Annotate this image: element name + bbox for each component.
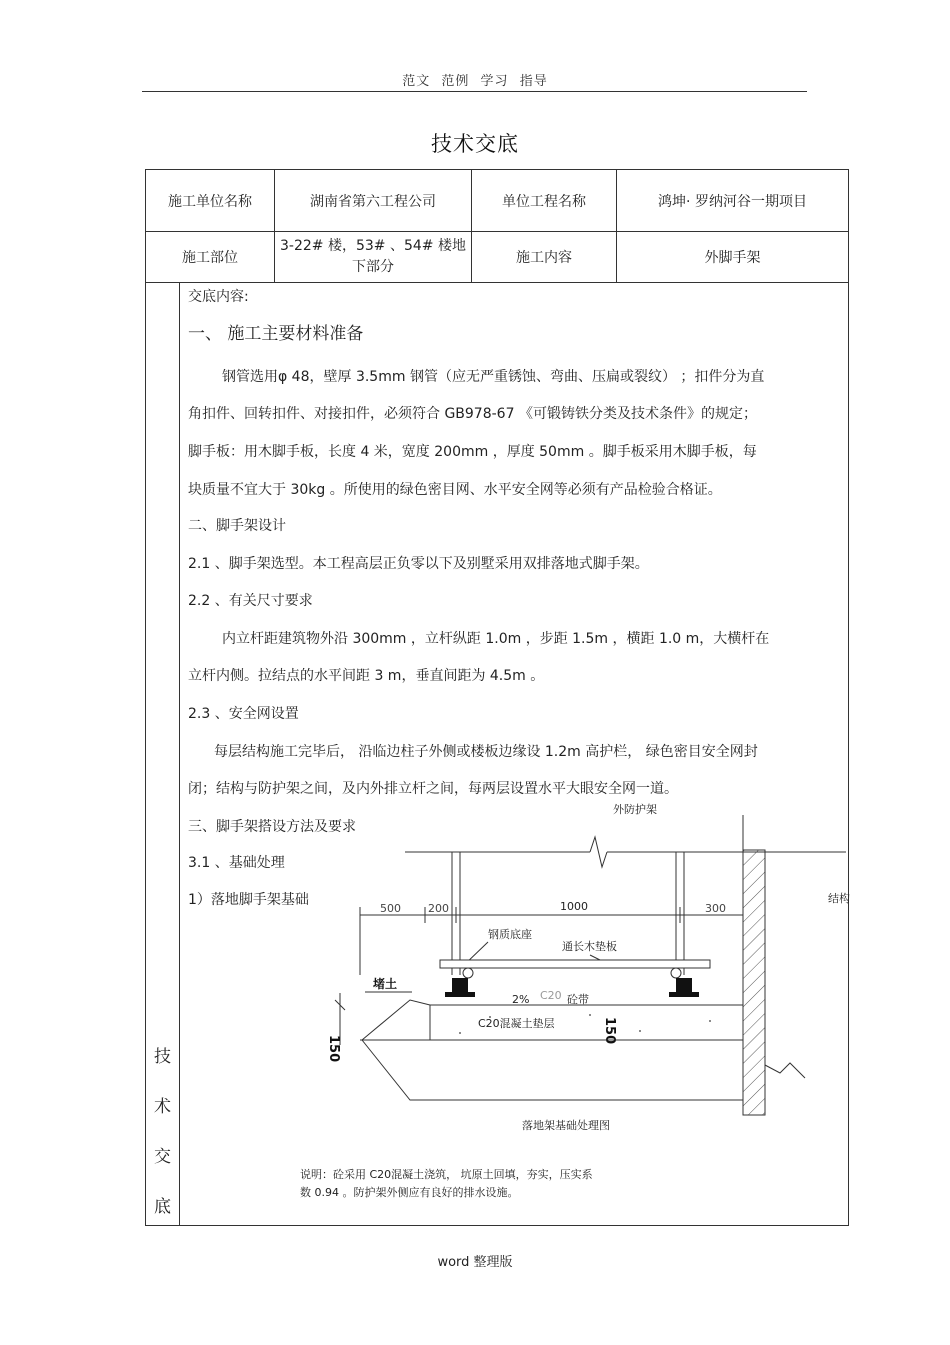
dim-1000: 1000: [560, 900, 588, 913]
label-slope: 2%: [512, 993, 530, 1006]
project-name-value: 鸿坤· 罗纳河谷一期项目: [617, 170, 849, 232]
construction-part-line1: 3-22# 楼，53# 、54# 楼地: [280, 238, 466, 254]
project-name-label: 单位工程名称: [472, 170, 617, 232]
label-steel-base: 钢质底座: [488, 928, 532, 941]
p1-line3: 脚手板：用木脚手板，长度 4 米，宽度 200mm ，厚度 50mm 。脚手板采用木脚手板，每: [188, 444, 757, 460]
p1-line4: 块质量不宜大于 30kg 。所使用的绿色密目网、水平安全网等必须有产品检验合格证。: [188, 482, 722, 498]
scaffold-poles: [452, 852, 684, 975]
construction-content-value: 外脚手架: [617, 232, 849, 283]
p1-line2: 角扣件、回转扣件、对接扣件，必须符合 GB978-67 《可锻铸铁分类及技术条件》的规定；: [188, 406, 757, 422]
label-fill: 堵土: [373, 977, 398, 991]
note-line1: 说明：砼采用 C20混凝土浇筑， 坑原土回填，夯实，压实系: [300, 1168, 593, 1181]
section3-title: 三、脚手架搭设方法及要求: [188, 819, 356, 835]
p1-line1: 钢管选用φ 48，壁厚 3.5mm 钢管（应无严重锈蚀、弯曲、压扁或裂纹） ；扣件分为直: [222, 369, 765, 385]
info-table: [145, 169, 849, 283]
wood-board: [440, 960, 710, 968]
s23-title: 2.3 、安全网设置: [188, 706, 299, 722]
p22-line2: 立杆内侧。拉结点的水平间距 3 m，垂直间距为 4.5m 。: [188, 668, 545, 684]
dim-150-right: 150: [602, 1017, 617, 1045]
header-divider: [142, 91, 807, 92]
document-title: 技术交底: [431, 132, 519, 156]
construction-part-line2: 下部分: [352, 259, 394, 275]
structure-wall: [743, 815, 805, 1115]
s31-title: 3.1 、基础处理: [188, 855, 285, 871]
label-structure: 结构: [828, 892, 850, 905]
dim-300: 300: [705, 902, 726, 915]
unit-name-value: 湖南省第六工程公司: [275, 170, 472, 232]
s31-1-title: 1）落地脚手架基础: [188, 892, 309, 908]
dim-200: 200: [428, 902, 449, 915]
label-concrete-band: 砼带: [567, 993, 589, 1006]
concrete-layer: [360, 1000, 743, 1100]
unit-name-label: 施工单位名称: [146, 170, 275, 232]
label-c20-layer: C20混凝土垫层: [478, 1017, 555, 1030]
section1-title: 一、 施工主要材料准备: [188, 324, 364, 344]
construction-content-label: 施工内容: [472, 232, 617, 283]
dim-500: 500: [380, 902, 401, 915]
dim-150-left: 150: [326, 1035, 341, 1063]
construction-part-value: [275, 232, 472, 283]
side-char-4: 底: [154, 1197, 171, 1217]
side-char-2: 术: [154, 1097, 171, 1117]
section2-title: 二、脚手架设计: [188, 518, 286, 534]
intro-label: 交底内容:: [188, 289, 249, 305]
side-char-3: 交: [154, 1147, 171, 1167]
foundation-diagram: [290, 795, 850, 1220]
page-header-text: 范文 范例 学习 指导: [402, 74, 548, 89]
p23-line1: 每层结构施工完毕后， 沿临边柱子外侧或楼板边缘设 1.2m 高护栏， 绿色密目安全网封: [214, 744, 758, 760]
s22-title: 2.2 、有关尺寸要求: [188, 593, 313, 609]
construction-part-label: 施工部位: [146, 232, 275, 283]
p23-line2: 闭；结构与防护架之间，及内外排立杆之间，每两层设置水平大眼安全网一道。: [188, 781, 678, 797]
diagram-caption: 落地架基础处理图: [522, 1119, 610, 1132]
side-label-column: [146, 282, 180, 1225]
label-c20-mark: C20: [540, 989, 562, 1002]
side-char-1: 技: [154, 1047, 171, 1067]
label-outer-guard: 外防护架: [613, 803, 657, 816]
top-line: [405, 837, 846, 867]
page-footer: word 整理版: [437, 1255, 513, 1270]
label-wood-board: 通长木垫板: [562, 940, 617, 953]
p22-line1: 内立杆距建筑物外沿 300mm ，立杆纵距 1.0m ，步距 1.5m ，横距 1.0 m，大横杆在: [222, 631, 770, 647]
note-line2: 数 0.94 。防护架外侧应有良好的排水设施。: [300, 1186, 519, 1199]
s21-text: 2.1 、脚手架选型。本工程高层正负零以下及别墅采用双排落地式脚手架。: [188, 556, 649, 572]
